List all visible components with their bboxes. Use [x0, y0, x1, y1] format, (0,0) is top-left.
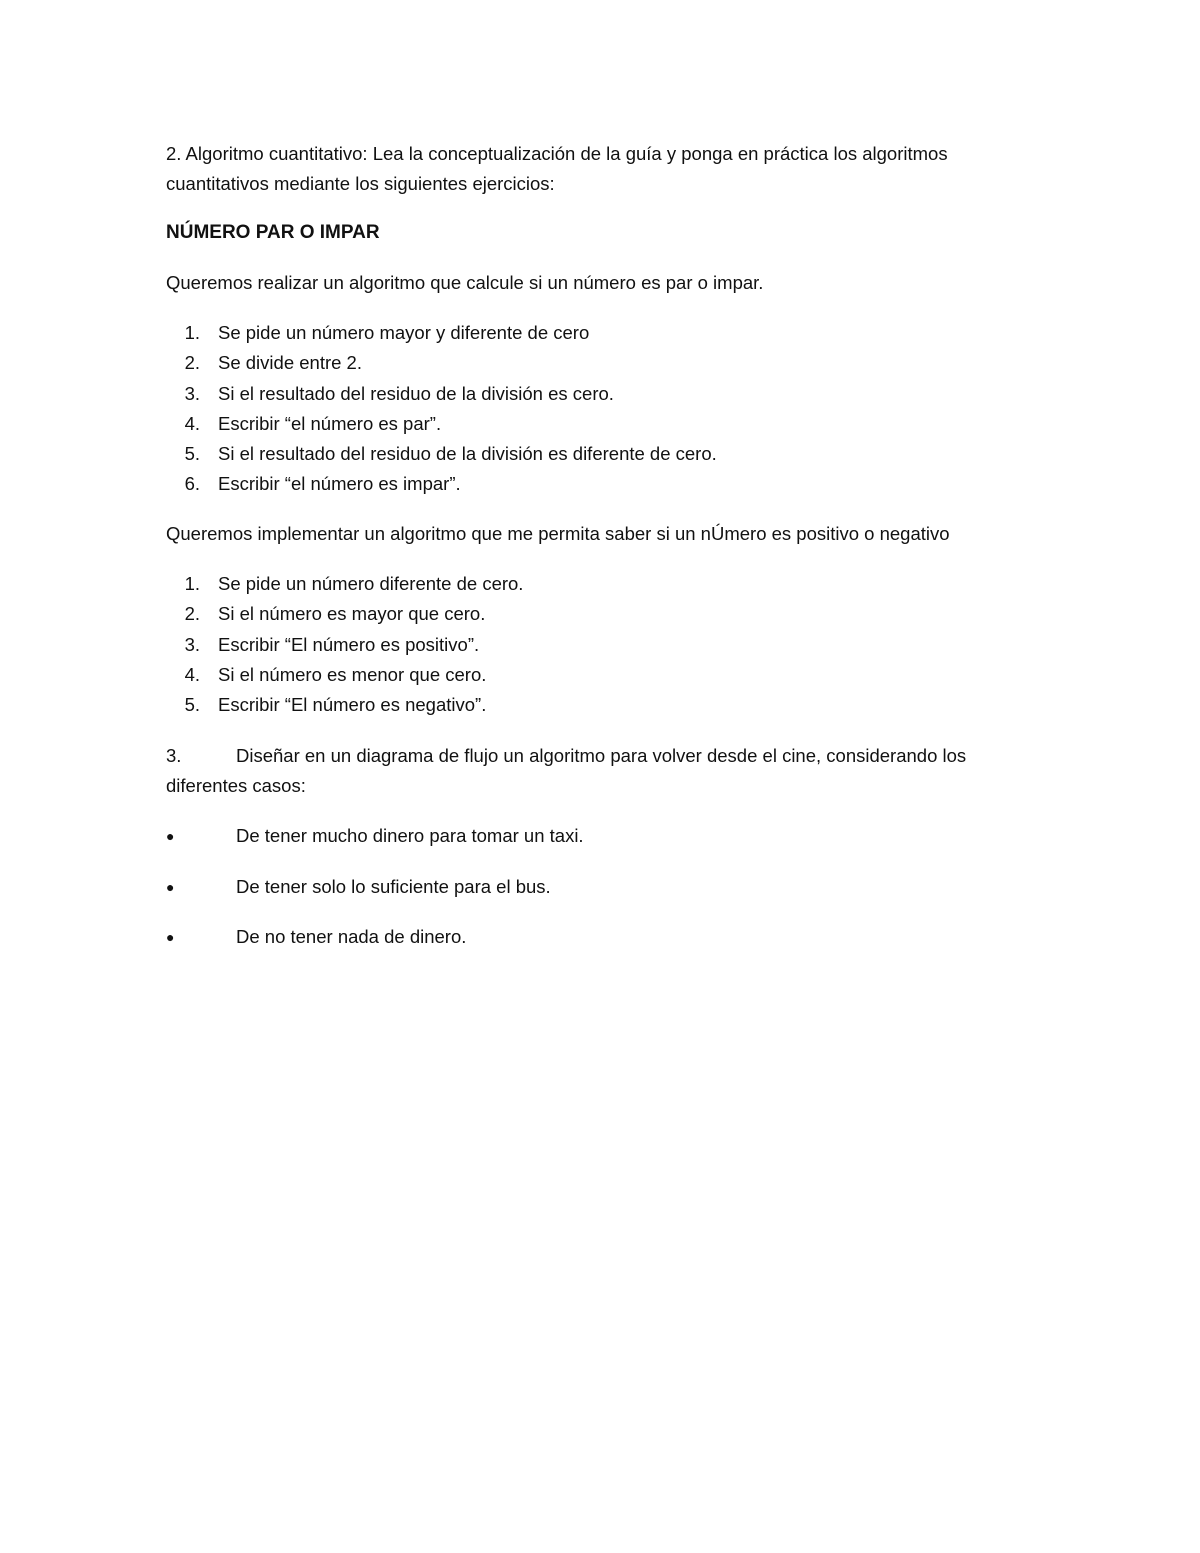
list-item — [166, 660, 1046, 690]
list-number: 1. — [184, 573, 200, 594]
list-item — [166, 569, 1046, 599]
list-item-text: Si el número es menor que cero. — [218, 663, 487, 685]
intro-line-1: 2. Algoritmo cuantitativo: Lea la conceptualización de la guía y ponga en práctica los algoritmos — [166, 143, 948, 164]
list-item-text: Se divide entre 2. — [218, 352, 362, 374]
list-item-text: De tener solo lo suficiente para el bus. — [236, 875, 551, 897]
section-3-line-2: diferentes casos: — [166, 775, 306, 796]
section-3-intro — [166, 741, 1046, 801]
list-number: 5. — [184, 443, 200, 465]
list-number: 2. — [184, 352, 200, 374]
list-item — [166, 922, 1046, 973]
list-item-text: Escribir “El número es negativo”. — [218, 694, 487, 716]
list-item-text: Si el número es mayor que cero. — [218, 603, 486, 625]
list-item — [166, 379, 1046, 409]
list-item — [166, 872, 1046, 923]
list-number: 6. — [184, 473, 200, 495]
list-item-text: Escribir “El número es positivo”. — [218, 633, 480, 655]
list-number: 2. — [184, 603, 200, 625]
paragraph-even-odd: Queremos realizar un algoritmo que calcule si un número es par o impar. — [166, 272, 764, 293]
cases-bullet-list — [166, 821, 1046, 973]
list-number: 3. — [184, 382, 200, 404]
list-item — [166, 409, 1046, 439]
paragraph-positive-negative: Queremos implementar un algoritmo que me permita saber si un nÚmero es positivo o negativo — [166, 523, 950, 544]
list-number: 4. — [184, 412, 200, 434]
list-item-text: Escribir “el número es impar”. — [218, 473, 461, 495]
section-2-intro — [166, 139, 1046, 199]
intro-line-2: cuantitativos mediante los siguientes ejercicios: — [166, 173, 555, 194]
list-item — [166, 821, 1046, 872]
section-heading: NÚMERO PAR O IMPAR — [166, 222, 380, 243]
list-number: 4. — [184, 663, 200, 685]
bullet-icon: ● — [166, 929, 175, 945]
section-3-line-1-text: Diseñar en un diagrama de flujo un algoritmo para volver desde el cine, considerando los — [236, 745, 967, 766]
list-number: 3. — [184, 633, 200, 655]
list-item — [166, 630, 1046, 660]
list-item-text: De tener mucho dinero para tomar un taxi. — [236, 825, 584, 846]
list-item-text: De no tener nada de dinero. — [236, 926, 467, 947]
list-item-text: Si el resultado del residuo de la división es diferente de cero. — [218, 443, 717, 465]
bullet-icon: ● — [166, 828, 175, 844]
list-item — [166, 439, 1046, 469]
list-item-text: Se pide un número diferente de cero. — [218, 573, 524, 594]
list-item-text: Se pide un número mayor y diferente de cero — [218, 322, 590, 343]
list-number: 5. — [184, 694, 200, 716]
list-item-text: Escribir “el número es par”. — [218, 412, 442, 434]
list-item — [166, 599, 1046, 629]
even-odd-steps-list — [166, 318, 1046, 500]
positive-negative-steps-list — [166, 569, 1046, 720]
bullet-icon: ● — [166, 878, 175, 895]
list-item — [166, 690, 1046, 720]
section-3-line-1 — [166, 741, 1046, 771]
list-item — [166, 469, 1046, 499]
list-item — [166, 348, 1046, 378]
list-item-text: Si el resultado del residuo de la división es cero. — [218, 382, 614, 404]
list-item — [166, 318, 1046, 348]
section-3-number: 3. — [166, 745, 182, 766]
list-number: 1. — [184, 322, 200, 343]
